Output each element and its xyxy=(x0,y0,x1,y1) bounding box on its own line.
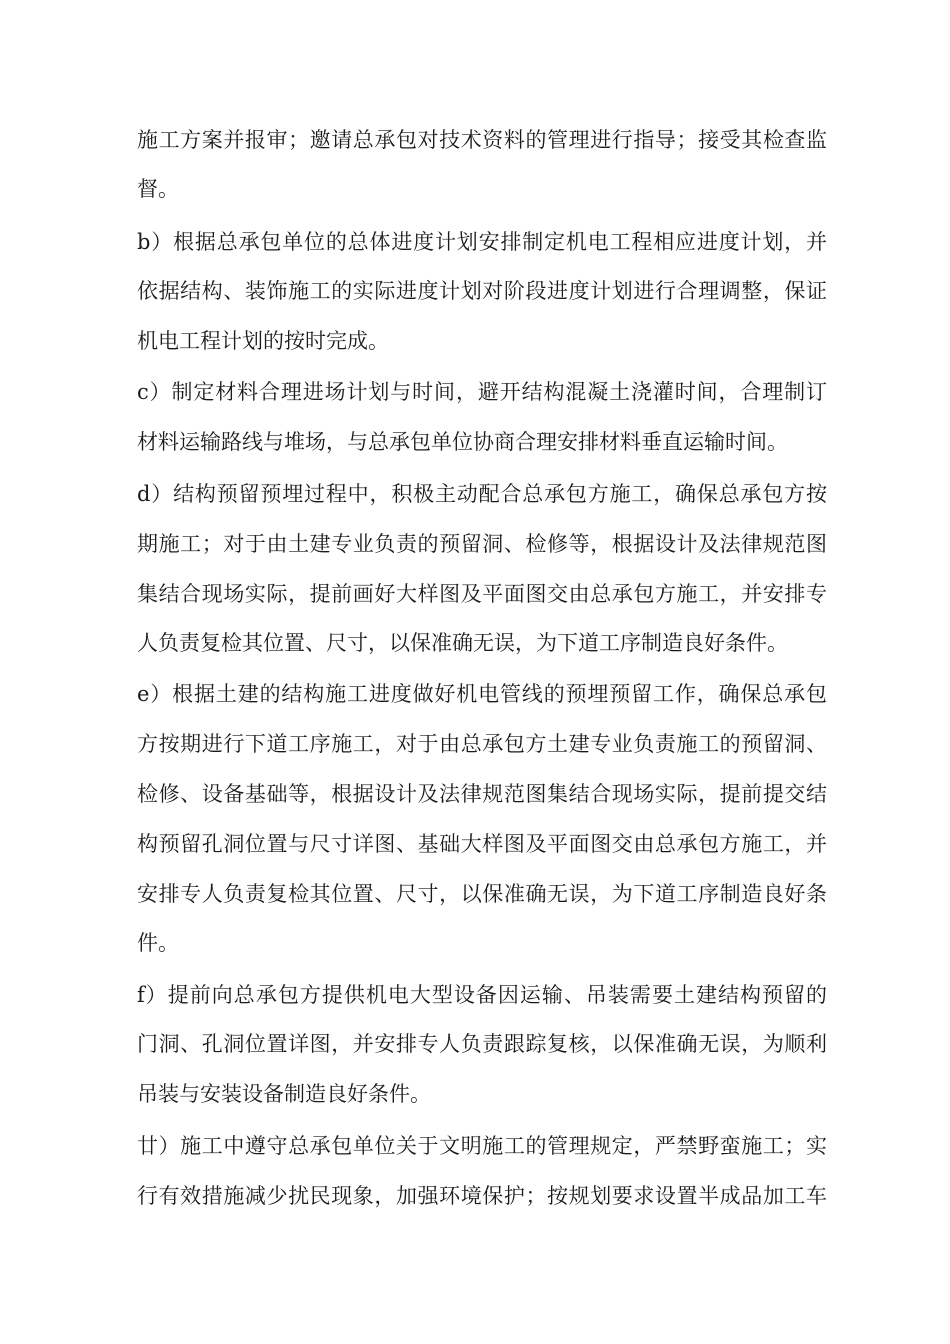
text-line: 人负责复检其位置、尺寸，以保准确无误，为下道工序制造良好条件。 xyxy=(137,631,788,655)
text-line: 门洞、孔洞位置详图，并安排专人负责跟踪复核，以保准确无误，为顺利 xyxy=(137,1032,827,1056)
text-line: 施工方案并报审；邀请总承包对技术资料的管理进行指导；接受其检查监 xyxy=(137,128,827,152)
text-line: e）根据土建的结构施工进度做好机电管线的预埋预留工作，确保总承包 xyxy=(137,682,827,706)
text-line: b）根据总承包单位的总体进度计划安排制定机电工程相应进度计划，并 xyxy=(137,230,827,254)
text-line: 期施工；对于由土建专业负责的预留洞、检修等，根据设计及法律规范图 xyxy=(137,532,827,556)
text-line: 安排专人负责复检其位置、尺寸，以保准确无误，为下道工序制造良好条 xyxy=(137,882,827,906)
text-line: d）结构预留预埋过程中，积极主动配合总承包方施工，确保总承包方按 xyxy=(137,482,827,506)
text-line: 方按期进行下道工序施工，对于由总承包方土建专业负责施工的预留洞、 xyxy=(137,732,827,756)
text-line: 机电工程计划的按时完成。 xyxy=(137,329,389,353)
text-line: 件。 xyxy=(137,931,179,955)
text-line: 依据结构、装饰施工的实际进度计划对阶段进度计划进行合理调整，保证 xyxy=(137,279,827,303)
text-line: 集结合现场实际，提前画好大样图及平面图交由总承包方施工，并安排专 xyxy=(137,582,827,606)
text-line: 吊装与安装设备制造良好条件。 xyxy=(137,1082,431,1106)
text-line: 廿）施工中遵守总承包单位关于文明施工的管理规定，严禁野蛮施工；实 xyxy=(137,1134,827,1158)
text-line: 构预留孔洞位置与尺寸详图、基础大样图及平面图交由总承包方施工，并 xyxy=(137,832,827,856)
text-line: 材料运输路线与堆场，与总承包单位协商合理安排材料垂直运输时间。 xyxy=(137,430,788,454)
text-line: 检修、设备基础等，根据设计及法律规范图集结合现场实际，提前提交结 xyxy=(137,782,827,806)
text-line: 行有效措施减少扰民现象，加强环境保护；按规划要求设置半成品加工车 xyxy=(137,1184,827,1208)
text-line: 督。 xyxy=(137,177,179,201)
text-line: c）制定材料合理进场计划与时间，避开结构混凝土浇灌时间，合理制订 xyxy=(137,380,827,404)
text-line: f）提前向总承包方提供机电大型设备因运输、吊装需要土建结构预留的 xyxy=(137,983,827,1007)
